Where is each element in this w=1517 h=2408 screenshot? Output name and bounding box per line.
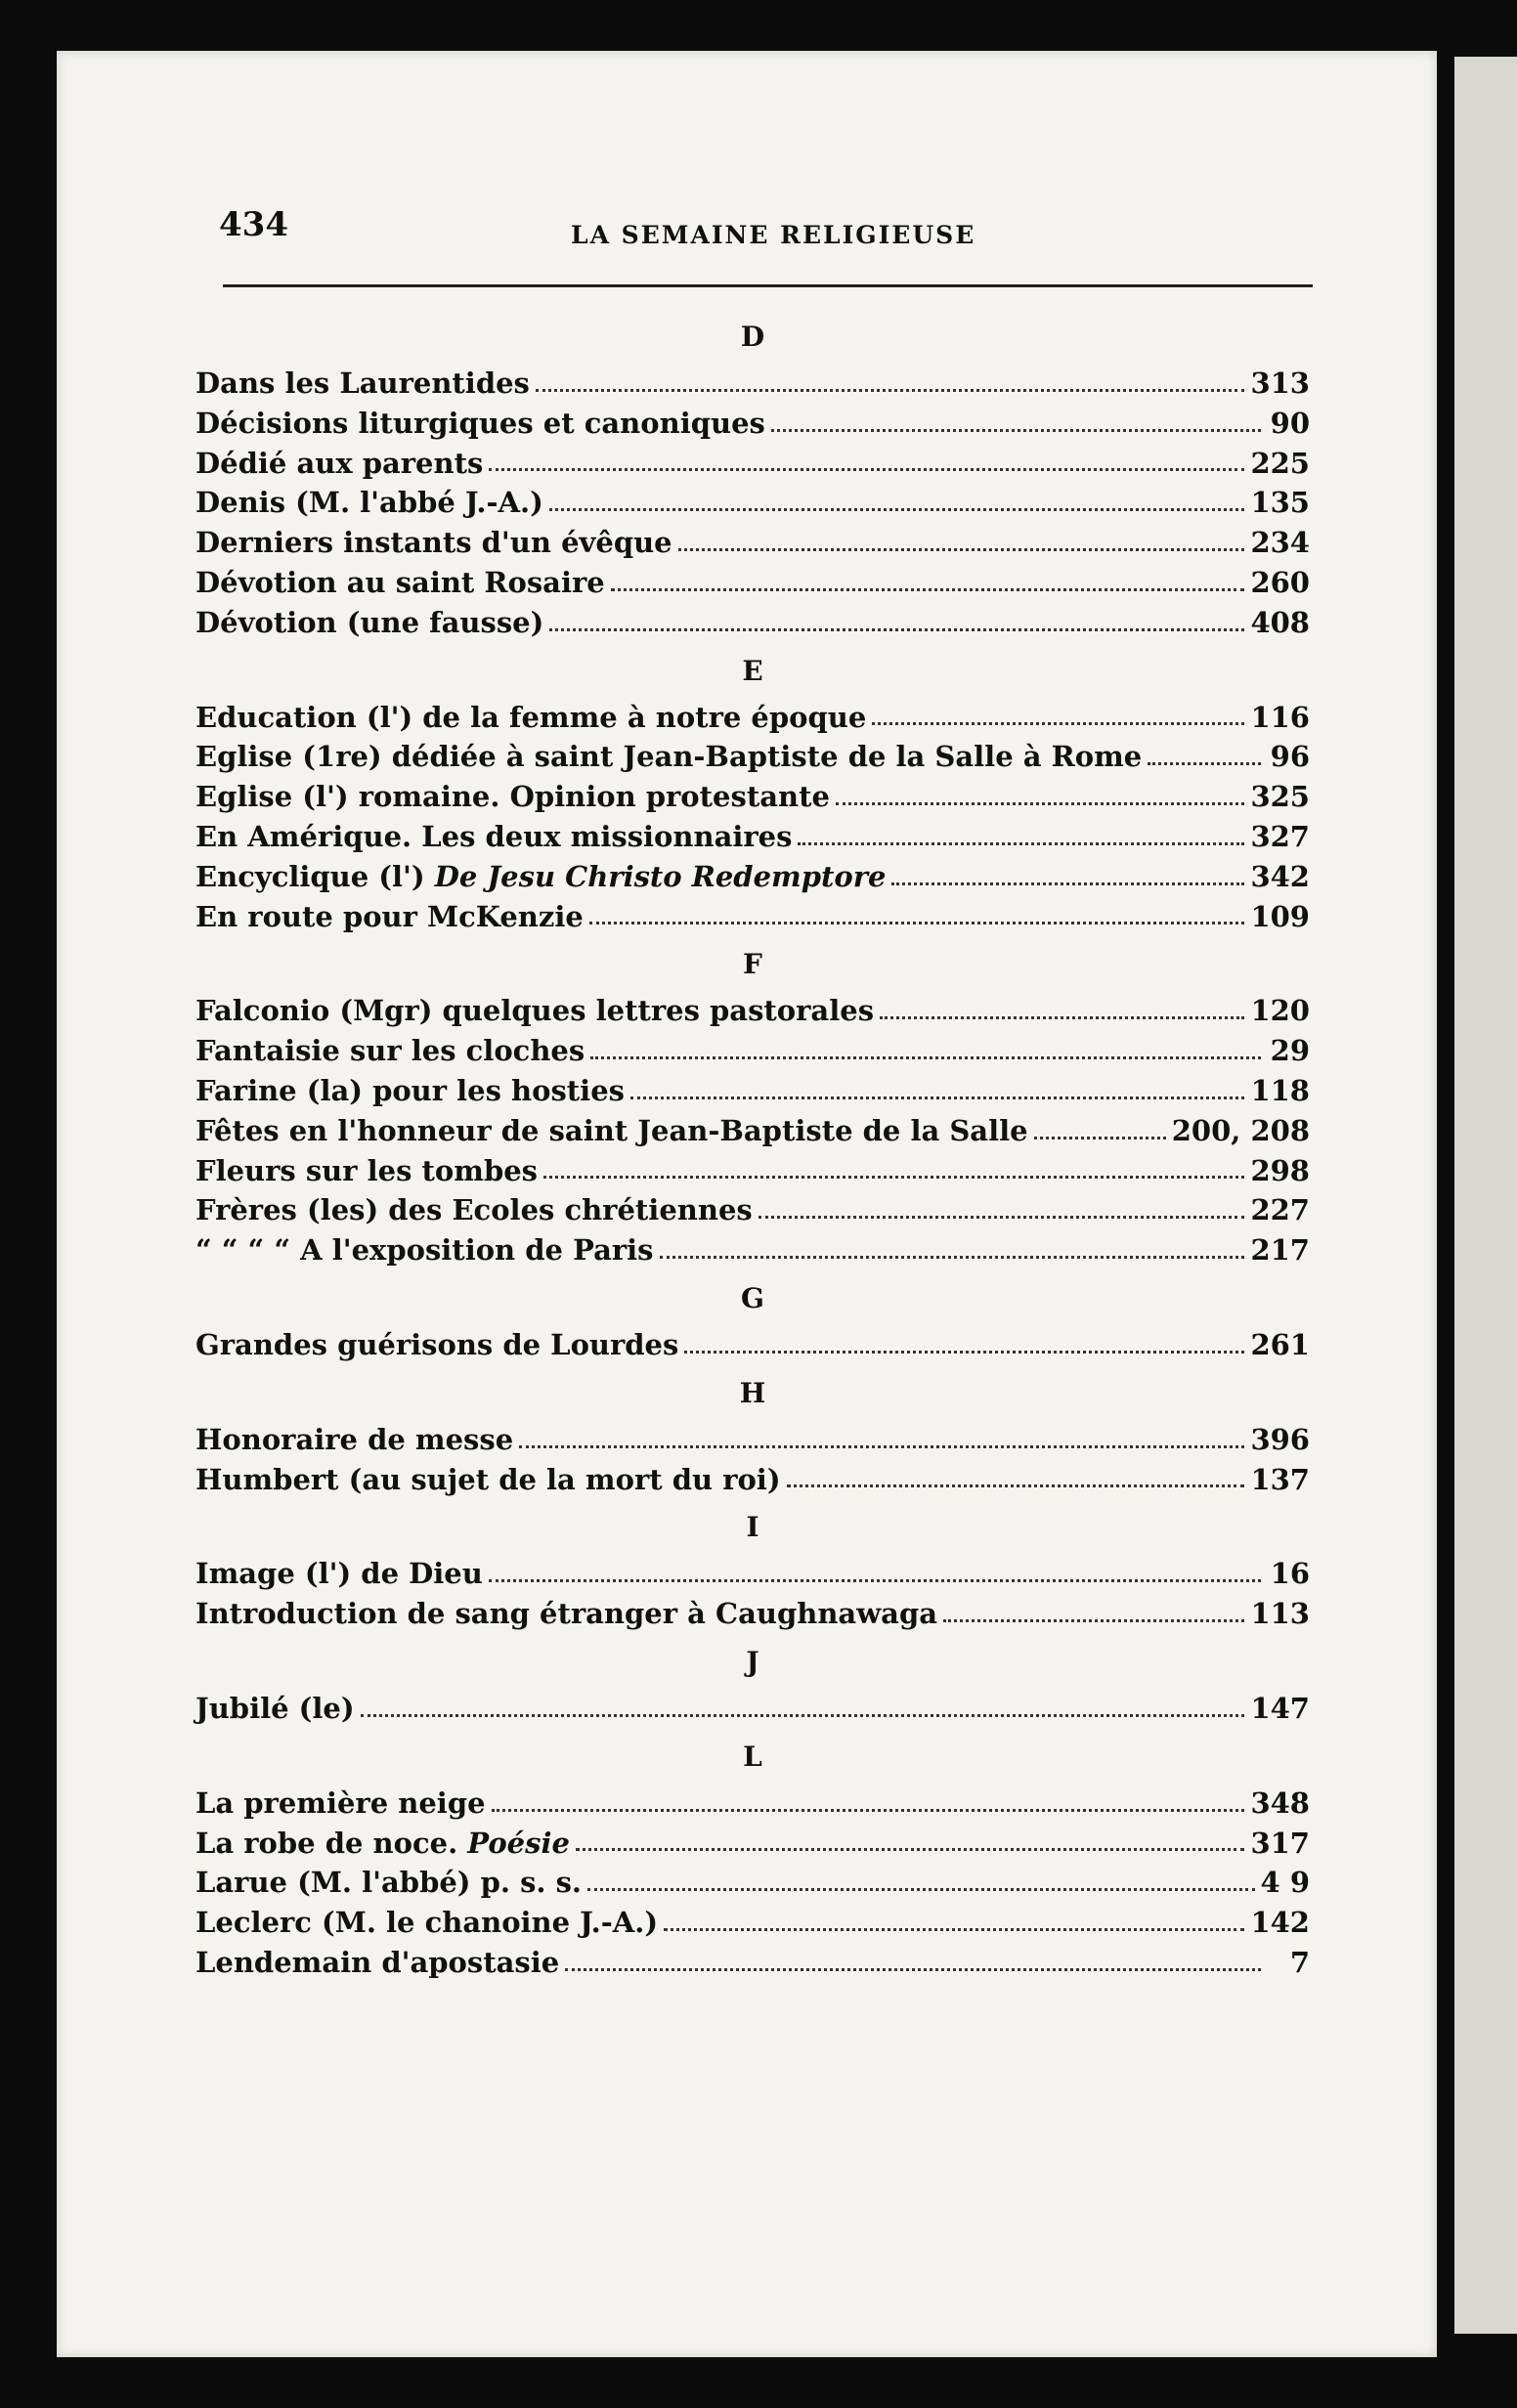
dot-leader: [1034, 1137, 1166, 1140]
index-entry: [195, 897, 1310, 937]
section-letter: D: [740, 321, 765, 353]
entry-page-number: 298: [1250, 1153, 1310, 1187]
entry-page-number: 217: [1250, 1233, 1310, 1268]
index-section-h: [195, 1371, 1310, 1500]
entry-title-text: Derniers instants d'un évêque: [195, 526, 672, 560]
index-entry: [195, 1111, 1310, 1151]
entry-page-number: 225: [1250, 446, 1310, 480]
index-entry: [195, 1325, 1310, 1365]
index-entry: [195, 1863, 1310, 1903]
dot-leader: [836, 802, 1245, 805]
index-entry: [195, 404, 1310, 444]
entry-title: [195, 1594, 937, 1634]
entry-title: [195, 817, 792, 857]
dot-leader: [492, 1809, 1245, 1812]
entry-title: [195, 523, 672, 563]
dot-leader: [630, 1096, 1244, 1099]
dot-leader: [565, 1968, 1261, 1971]
index-entry: [195, 1689, 1310, 1729]
entry-page-number: 325: [1250, 780, 1310, 814]
entry-title-text: Dédié aux parents: [195, 446, 484, 480]
entry-page-number: 348: [1250, 1785, 1310, 1820]
dot-leader: [872, 722, 1244, 725]
index-entry: [195, 1071, 1310, 1111]
entry-title-text: Fêtes en l'honneur de saint Jean-Baptiste de la Salle: [195, 1113, 1028, 1147]
entry-page-number: 120: [1250, 994, 1310, 1028]
entry-page-number: 408: [1250, 605, 1310, 639]
entry-page-number: 327: [1250, 819, 1310, 853]
entry-title-text: Frères (les) des Ecoles chrétiennes: [195, 1193, 753, 1227]
entry-page-number: 135: [1250, 486, 1310, 520]
entry-title: [195, 991, 874, 1031]
entry-page-number: 4 9: [1260, 1866, 1310, 1900]
adjacent-page-edge: [1454, 57, 1517, 2334]
index-entry: [195, 1420, 1310, 1460]
entry-page-number: 118: [1250, 1073, 1310, 1107]
dot-leader: [489, 468, 1244, 471]
index-section-l: [195, 1735, 1310, 1983]
index-entry: [195, 737, 1310, 777]
entry-page-number: 313: [1250, 366, 1310, 400]
index-entry: [195, 777, 1310, 817]
entry-page-number: 342: [1250, 859, 1310, 893]
index-entry: [195, 857, 1310, 897]
entry-title-text: Eglise (l') romaine. Opinion protestante: [195, 780, 830, 814]
header-rule: [223, 284, 1313, 287]
entry-title: [195, 857, 886, 897]
entry-title-text: Fleurs sur les tombes: [195, 1153, 538, 1187]
index-entry: [195, 1824, 1310, 1864]
entry-title: [195, 1190, 753, 1230]
section-letter: J: [746, 1645, 759, 1678]
dot-leader: [664, 1928, 1244, 1931]
entry-title-text: Dévotion (une fausse): [195, 605, 544, 639]
index-section-e: [195, 649, 1310, 937]
index-entry: [195, 523, 1310, 563]
entry-title-text: Décisions liturgiques et canoniques: [195, 406, 765, 440]
index-entry: [195, 483, 1310, 523]
entry-title: [195, 404, 765, 444]
entry-title-italic: Poésie: [467, 1826, 570, 1860]
index-section-g: [195, 1276, 1310, 1365]
entry-title: [195, 1151, 538, 1191]
dot-leader: [361, 1714, 1245, 1717]
entry-page-number: 29: [1270, 1034, 1310, 1068]
entry-title: [195, 1554, 483, 1594]
entry-title: [195, 897, 584, 937]
dot-leader: [519, 1445, 1244, 1448]
entry-title-text: La robe de noce.: [195, 1826, 458, 1860]
entry-title: [195, 364, 530, 404]
section-letter: G: [741, 1281, 764, 1314]
entry-title: [195, 483, 543, 523]
dot-leader: [611, 588, 1245, 591]
index-entry: [195, 1151, 1310, 1191]
entry-title: [195, 1689, 355, 1729]
entry-title-text: Encyclique (l'): [195, 859, 425, 893]
index-section-i: [195, 1505, 1310, 1634]
index-entry: [195, 563, 1310, 603]
entry-title-text: Denis (M. l'abbé J.-A.): [195, 486, 543, 520]
index-entry: [195, 1460, 1310, 1500]
entry-title-italic: De Jesu Christo Redemptore: [434, 859, 887, 893]
index-entry: [195, 1190, 1310, 1230]
entry-title: [195, 1903, 658, 1943]
index-entry: [195, 1943, 1310, 1983]
entry-page-number: 317: [1250, 1826, 1310, 1860]
index-section-j: [195, 1640, 1310, 1729]
entry-page-number: 16: [1270, 1557, 1310, 1591]
index-section-f: [195, 942, 1310, 1270]
entry-title: [195, 1460, 781, 1500]
dot-leader: [758, 1216, 1245, 1219]
entry-page-number: 396: [1250, 1422, 1310, 1456]
entry-title: [195, 1031, 585, 1071]
entry-title-text: Farine (la) pour les hosties: [195, 1073, 625, 1107]
entry-page-number: 96: [1270, 740, 1310, 774]
index-entry: [195, 1031, 1310, 1071]
index-entry: [195, 817, 1310, 857]
entry-title-text: Honoraire de messe: [195, 1422, 514, 1456]
dot-leader: [549, 508, 1245, 511]
entry-title-text: Education (l') de la femme à notre époque: [195, 700, 867, 734]
entry-title-text: Dans les Laurentides: [195, 366, 530, 400]
index-entry: [195, 698, 1310, 738]
entry-title: [195, 698, 866, 738]
entry-title-text: Image (l') de Dieu: [195, 1557, 483, 1591]
dot-leader: [543, 1176, 1244, 1179]
entry-title-text: Falconio (Mgr) quelques lettres pastorales: [195, 994, 875, 1028]
dot-leader: [684, 1351, 1244, 1354]
entry-page-number: 261: [1250, 1327, 1310, 1361]
entry-title: [195, 563, 605, 603]
index-entry: [195, 1784, 1310, 1824]
entry-title-text: La première neige: [195, 1785, 486, 1820]
index-entry: [195, 603, 1310, 643]
index-entry: [195, 444, 1310, 484]
entry-page-number: 7: [1289, 1945, 1310, 1979]
page-number: 434: [219, 205, 288, 244]
entry-title: [195, 1325, 678, 1365]
entry-title: [195, 444, 483, 484]
entry-title: [195, 1420, 513, 1460]
entry-title: [195, 1943, 559, 1983]
section-letter: H: [739, 1376, 766, 1409]
section-letter: L: [743, 1740, 762, 1773]
entry-title-text: Larue (M. l'abbé) p. s. s.: [195, 1866, 583, 1900]
entry-title: [195, 1824, 570, 1864]
entry-title: [195, 603, 543, 643]
entry-page-number: 147: [1250, 1691, 1310, 1725]
dot-leader: [489, 1579, 1261, 1582]
index-entry: [195, 1903, 1310, 1943]
index-entry: [195, 991, 1310, 1031]
entry-title-text: Lendemain d'apostasie: [195, 1945, 560, 1979]
entry-title-text: Humbert (au sujet de la mort du roi): [195, 1462, 781, 1496]
entry-title-text: Eglise (1re) dédiée à saint Jean-Baptiste de la Salle à Rome: [195, 740, 1143, 774]
entry-title-text: Fantaisie sur les cloches: [195, 1034, 585, 1068]
section-letter: E: [742, 654, 763, 687]
page-header: [219, 205, 1314, 264]
entry-title: [195, 777, 830, 817]
entry-title-text: En route pour McKenzie: [195, 899, 584, 933]
dot-leader: [536, 389, 1245, 392]
entry-title-text: “ “ “ “ A l'exposition de Paris: [195, 1233, 654, 1268]
entry-page-number: 90: [1270, 406, 1310, 440]
entry-page-number: 113: [1250, 1597, 1310, 1631]
entry-title: [195, 1071, 625, 1111]
entry-title: [195, 737, 1142, 777]
dot-leader: [880, 1016, 1244, 1019]
dot-leader: [891, 882, 1244, 885]
entry-page-number: 142: [1250, 1906, 1310, 1940]
dot-leader: [1148, 762, 1261, 765]
index-entry: [195, 1594, 1310, 1634]
entry-title: [195, 1111, 1028, 1151]
dot-leader: [589, 922, 1245, 924]
dot-leader: [771, 429, 1261, 432]
entry-title: [195, 1863, 582, 1903]
dot-leader: [549, 628, 1244, 631]
dot-leader: [787, 1484, 1245, 1487]
dot-leader: [587, 1888, 1255, 1891]
dot-leader: [798, 842, 1244, 845]
dot-leader: [678, 548, 1245, 551]
index-list: [195, 309, 1310, 1983]
section-letter: I: [746, 1511, 759, 1544]
dot-leader: [943, 1619, 1244, 1622]
entry-page-number: 234: [1250, 526, 1310, 560]
entry-page-number: 137: [1250, 1462, 1310, 1496]
entry-title-text: En Amérique. Les deux missionnaires: [195, 819, 793, 853]
entry-page-number: 116: [1250, 700, 1310, 734]
entry-title: [195, 1230, 654, 1270]
entry-title-text: Dévotion au saint Rosaire: [195, 565, 605, 599]
index-section-d: [195, 315, 1310, 643]
entry-page-number: 227: [1250, 1193, 1310, 1227]
section-letter: F: [743, 948, 762, 981]
dot-leader: [660, 1256, 1245, 1259]
index-entry: [195, 364, 1310, 404]
entry-page-number: 260: [1250, 565, 1310, 599]
dot-leader: [590, 1056, 1261, 1059]
entry-title: [195, 1784, 486, 1824]
entry-page-number: 109: [1250, 899, 1310, 933]
running-title: LA SEMAINE RELIGIEUSE: [571, 221, 976, 249]
entry-page-number: 200, 208: [1171, 1113, 1310, 1147]
index-entry: [195, 1230, 1310, 1270]
dot-leader: [576, 1848, 1245, 1851]
index-entry: [195, 1554, 1310, 1594]
entry-title-text: Leclerc (M. le chanoine J.-A.): [195, 1906, 659, 1940]
entry-title-text: Grandes guérisons de Lourdes: [195, 1327, 679, 1361]
entry-title-text: Introduction de sang étranger à Caughnawaga: [195, 1597, 938, 1631]
entry-title-text: Jubilé (le): [195, 1691, 355, 1725]
